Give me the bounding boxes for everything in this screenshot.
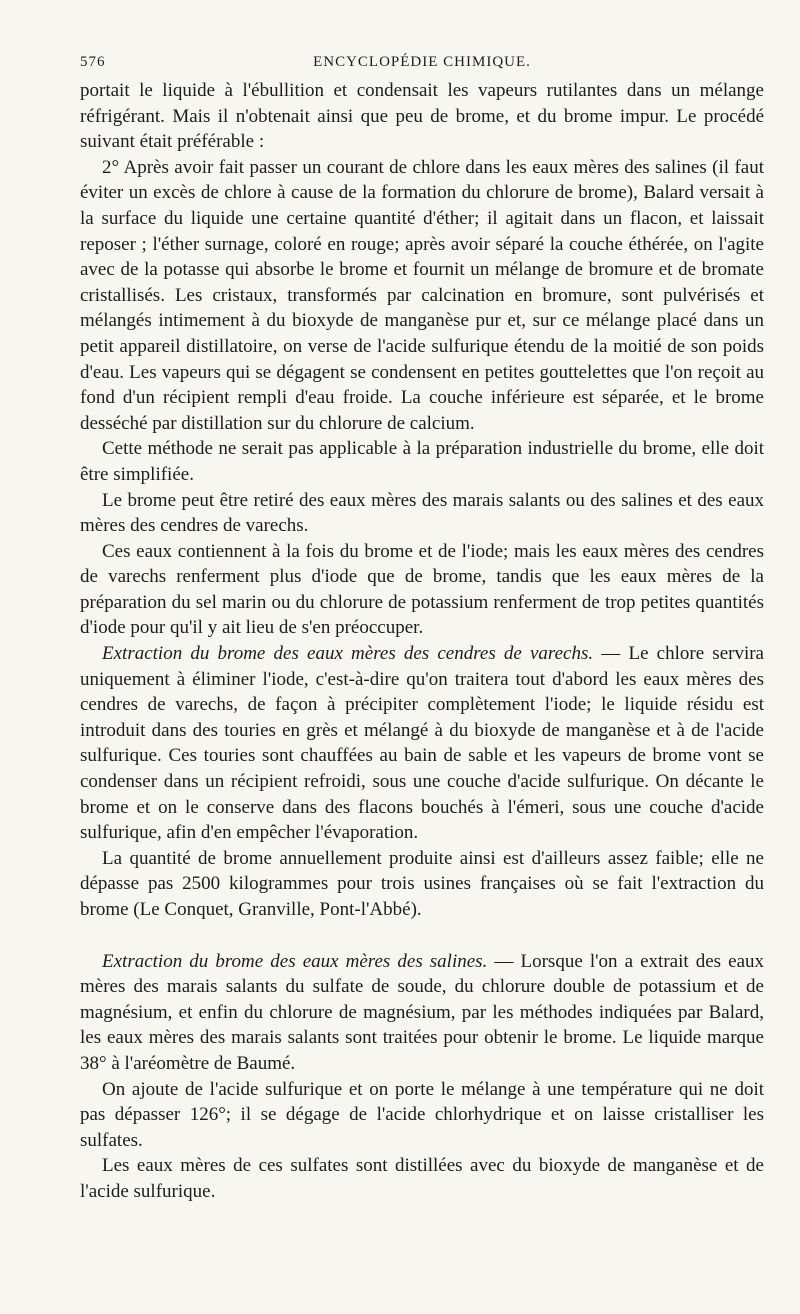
section-heading: Extraction du brome des eaux mères des cendres de varechs. [102,643,594,665]
paragraph: La quantité de brome annuellement produite ainsi est d'ailleurs assez faible; elle ne dépasse pas 2500 kilogrammes pour trois usines françaises où se fait l'extraction du brome (Le Conquet, Granville, Pont-l'Abbé). [80,847,764,920]
section-text: — Le chlore servira uniquement à éliminer l'iode, c'est-à-dire qu'on traitera tout d'abord les eaux mères des cendres de varechs, de façon à précipiter complètement l'iode; le liquide résidu est introduit dans des touries en grès et mélangé à du bioxyde de manganèse et à de l'acide sulfurique. Ces touries sont chauffées au bain de sable et les vapeurs de brome vont se condenser dans un récipient refroidi, sous une couche d'acide sulfurique. On décante le brome et on le conserve dans des flacons bouchés à l'émeri, sous une couche d'acide sulfurique, afin d'en empêcher l'évaporation. [80,643,764,844]
document-page [80,48,764,1205]
section-paragraph [80,641,764,846]
paragraph: Ces eaux contiennent à la fois du brome et de l'iode; mais les eaux mères des cendres de varechs renferment plus d'iode que de brome, tandis que les eaux mères de la préparation du sel marin ou du chlorure de potassium renferment de trop petites quantités d'iode pour qu'il y ait lieu de s'en préoccuper. [80,540,764,639]
body-text [80,78,764,1205]
paragraph: portait le liquide à l'ébullition et condensait les vapeurs rutilantes dans un mélange réfrigérant. Mais il n'obtenait ainsi que peu de brome, et du brome impur. Le procédé suivant était préférable : [80,80,764,153]
paragraph: Le brome peut être retiré des eaux mères des marais salants ou des salines et des eaux mères des cendres de varechs. [80,489,764,537]
page-header [80,48,764,78]
page-number: 576 [80,54,106,70]
paragraph: 2° Après avoir fait passer un courant de chlore dans les eaux mères des salines (il faut éviter un excès de chlore à cause de la formation du chlorure de brome), Balard versait à la surface du liquide une certaine quantité d'éther; il agitait dans un flacon, et laissait reposer ; l'éther surnage, coloré en rouge; après avoir séparé la couche éthérée, on l'agite avec de la potasse qui absorbe le brome et fournit un mélange de bromure et de bromate cristallisés. Les cristaux, transformés par calcination en bromure, sont pulvérisés et mélangés intimement à du bioxyde de manganèse pur et, sur ce mélange placé dans un petit appareil distillatoire, on verse de l'acide sulfurique étendu de la moitié de son poids d'eau. Les vapeurs qui se dégagent se condensent en petites gouttelettes que l'on reçoit au fond d'un récipient rempli d'eau froide. La couche inférieure est séparée, et le brome desséché par distillation sur du chlorure de calcium. [80,156,764,434]
paragraph: On ajoute de l'acide sulfurique et on porte le mélange à une température qui ne doit pas dépasser 126°; il se dégage de l'acide chlorhydrique et on laisse cristalliser les sulfates. [80,1078,764,1151]
paragraph: Les eaux mères de ces sulfates sont distillées avec du bioxyde de manganèse et de l'acide sulfurique. [80,1155,764,1202]
paragraph: Cette méthode ne serait pas applicable à la préparation industrielle du brome, elle doit être simplifiée. [80,438,764,485]
section-text: — Lorsque l'on a extrait des eaux mères des marais salants du sulfate de soude, du chlorure double de potassium et de magnésium, et enfin du chlorure de magnésium, par les méthodes indiquées par Balard, les eaux mères des marais salants sont traitées pour obtenir le brome. Le liquide marque 38° à l'aréomètre de Baumé. [80,950,765,1074]
section-paragraph [80,949,764,1077]
section-heading: Extraction du brome des eaux mères des salines. [102,950,488,972]
running-title: ENCYCLOPÉDIE CHIMIQUE. [313,54,531,70]
